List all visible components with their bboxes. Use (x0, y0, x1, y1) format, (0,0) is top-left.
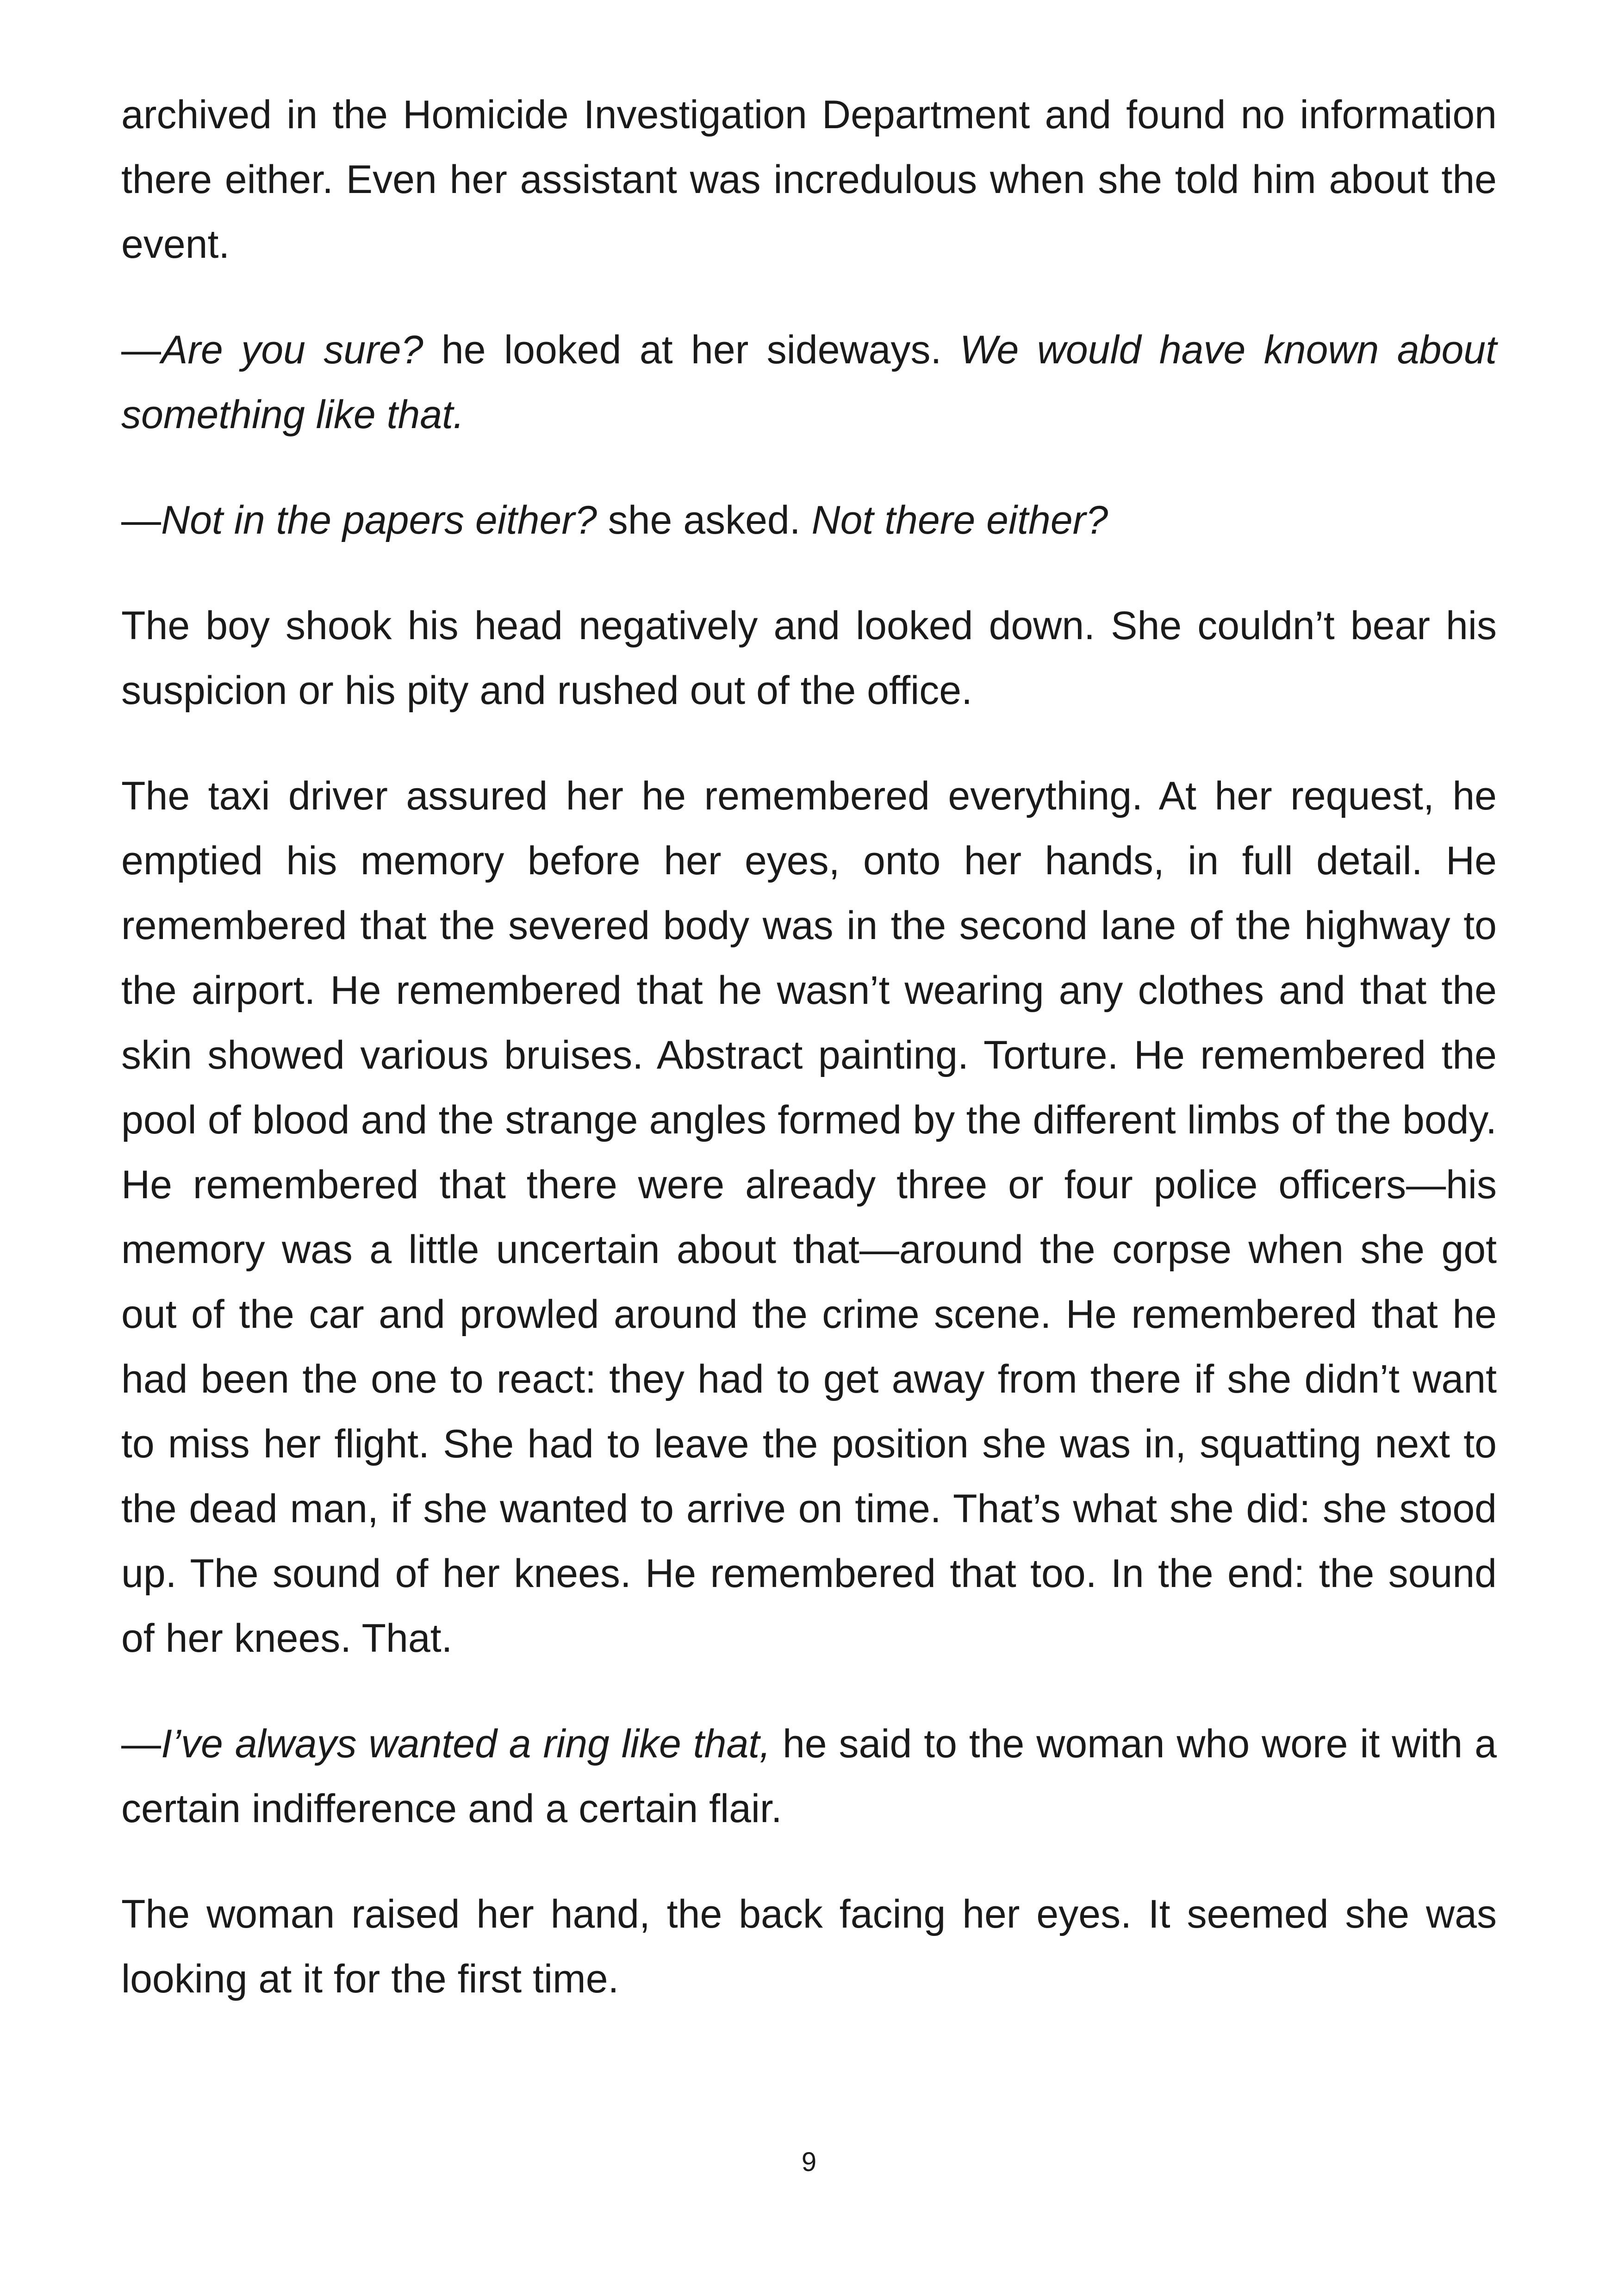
italic-segment: We would have known about something like that. (121, 328, 1497, 437)
text-segment: archived in the Homicide Investigation Department and found no information there either. Even her assistant was incredulous when she told him about the event. (121, 93, 1497, 267)
text-segment: — (121, 1722, 161, 1766)
page-number: 9 (801, 2147, 817, 2177)
paragraph-boy-shook-head (121, 593, 1497, 723)
text-segment: — (121, 328, 161, 372)
paragraph-taxi-driver (121, 764, 1497, 1671)
text-segment: she asked. (597, 498, 812, 542)
italic-segment: Are you sure? (161, 328, 423, 372)
dialogue-not-in-papers (121, 488, 1497, 553)
text-segment: — (121, 498, 161, 542)
paragraph-woman-raised-hand (121, 1882, 1497, 2011)
dialogue-ring (121, 1711, 1497, 1841)
text-segment: he said to the woman who wore it with a certain indifference and a certain flair. (121, 1722, 1497, 1831)
italic-segment: I’ve always wanted a ring like that, (161, 1722, 771, 1766)
text-segment: The woman raised her hand, the back facing her eyes. It seemed she was looking at it for the first time. (121, 1892, 1497, 2001)
dialogue-are-you-sure (121, 317, 1497, 447)
body-text (121, 82, 1497, 2011)
italic-segment: Not in the papers either? (161, 498, 597, 542)
italic-segment: Not there either? (811, 498, 1108, 542)
paragraph-archive (121, 82, 1497, 277)
text-segment: The boy shook his head negatively and looked down. She couldn’t bear his suspicion or his pity and rushed out of the office. (121, 604, 1497, 713)
text-segment: he looked at her sideways. (423, 328, 960, 372)
text-segment: The taxi driver assured her he remembered everything. At her request, he emptied his memory before her eyes, onto her hands, in full detail. He remembered that the severed body was in the second lane of the highway to the airport. He remembered that he wasn’t wearing any clothes and that the skin showed various bruises. Abstract painting. Torture. He remembered the pool of blood and the strange angles formed by the different limbs of the body. He remembered that there were already three or four police officers—his memory was a little uncertain about that—around the corpse when she got out of the car and prowled around the crime scene. He remembered that he had been the one to react: they had to get away from there if she didn’t want to miss her flight. She had to leave the position she was in, squatting next to the dead man, if she wanted to arrive on time. That’s what she did: she stood up. The sound of her knees. He remembered that too. In the end: the sound of her knees. That. (121, 774, 1497, 1661)
